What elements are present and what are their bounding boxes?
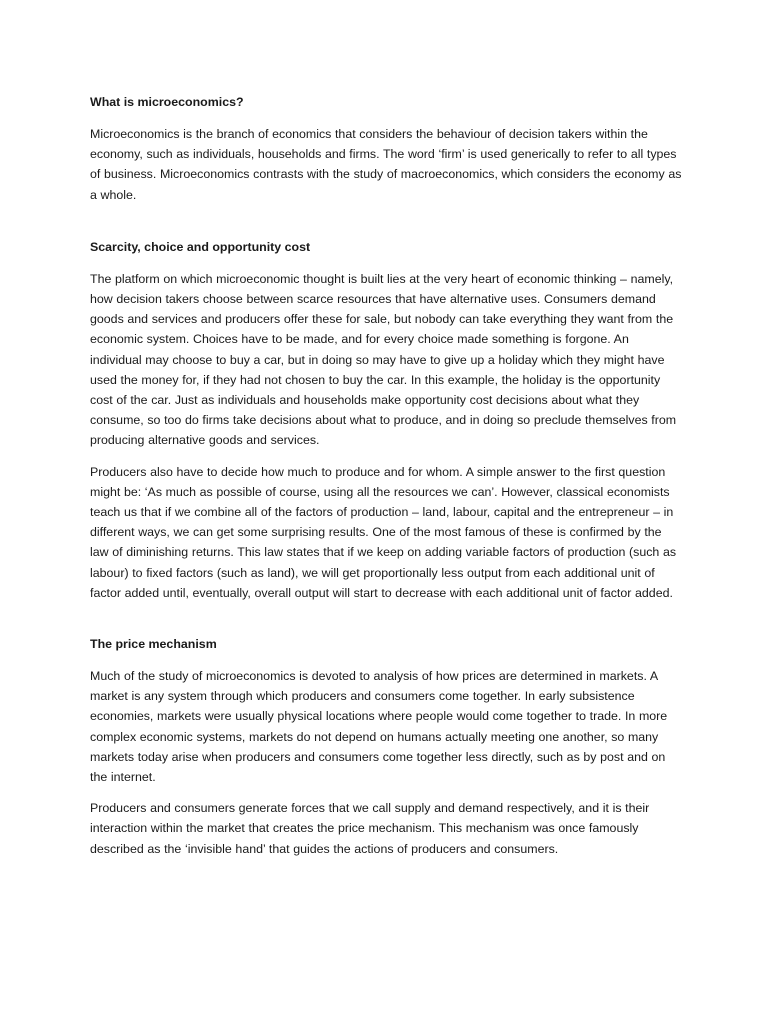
section-heading-price-mechanism: The price mechanism xyxy=(90,637,217,652)
section-heading-microeconomics: What is microeconomics? xyxy=(90,95,244,109)
paragraph-microeconomics: Microeconomics is the branch of economics that considers the behaviour of decision takers within the economy, such as individuals, households and firms. The word ‘firm’ is used generically to refer to all types of business. Microeconomics contrasts with the study of macroeconomics, which considers the economy as a whole. xyxy=(90,127,682,202)
paragraph-price-mechanism-1: Much of the study of microeconomics is devoted to analysis of how prices are determined in markets. A market is any system through which producers and consumers come together. In early subsistence economies, markets were usually physical locations where people would come together to trade. In more complex economic systems, markets do not depend on humans actually meeting one another, so many markets today arise when producers and consumers come together less directly, such as by post and on the internet. xyxy=(90,669,668,785)
paragraph-scarcity-2: Producers also have to decide how much to produce and for whom. A simple answer to the first question might be: ‘As much as possible of course, using all the resources we can’. However, classical economists teach us that if we combine all of the factors of production – land, labour, capital and the entrepreneur – in different ways, we can get some surprising results. One of the most famous of these is confirmed by the law of diminishing returns. This law states that if we keep on adding variable factors of production (such as labour) to fixed factors (such as land), we will get proportionally less output from each additional unit of factor added until, eventually, overall output will start to decrease with each additional unit of factor added. xyxy=(90,464,677,600)
document-body xyxy=(90,92,682,859)
paragraph-price-mechanism-2: Producers and consumers generate forces that we call supply and demand respectively, and it is their interaction within the market that creates the price mechanism. This mechanism was once famously described as the ‘invisible hand’ that guides the actions of producers and consumers. xyxy=(90,801,650,856)
section-heading-scarcity: Scarcity, choice and opportunity cost xyxy=(90,239,311,254)
paragraph-scarcity-1: The platform on which microeconomic thought is built lies at the very heart of economic thinking – namely, how decision takers choose between scarce resources that have alternative uses. Consumers demand goods and services and producers offer these for sale, but nobody can take everything they want from the economic system. Choices have to be made, and for every choice made something is forgone. An individual may choose to buy a car, but in doing so may have to give up a holiday which they might have used the money for, if they had not chosen to buy the car. In this example, the holiday is the opportunity cost of the car. Just as individuals and households make opportunity cost decisions about what they consume, so too do firms take decisions about what to produce, and in doing so preclude themselves from producing alternative goods and services. xyxy=(90,271,677,448)
